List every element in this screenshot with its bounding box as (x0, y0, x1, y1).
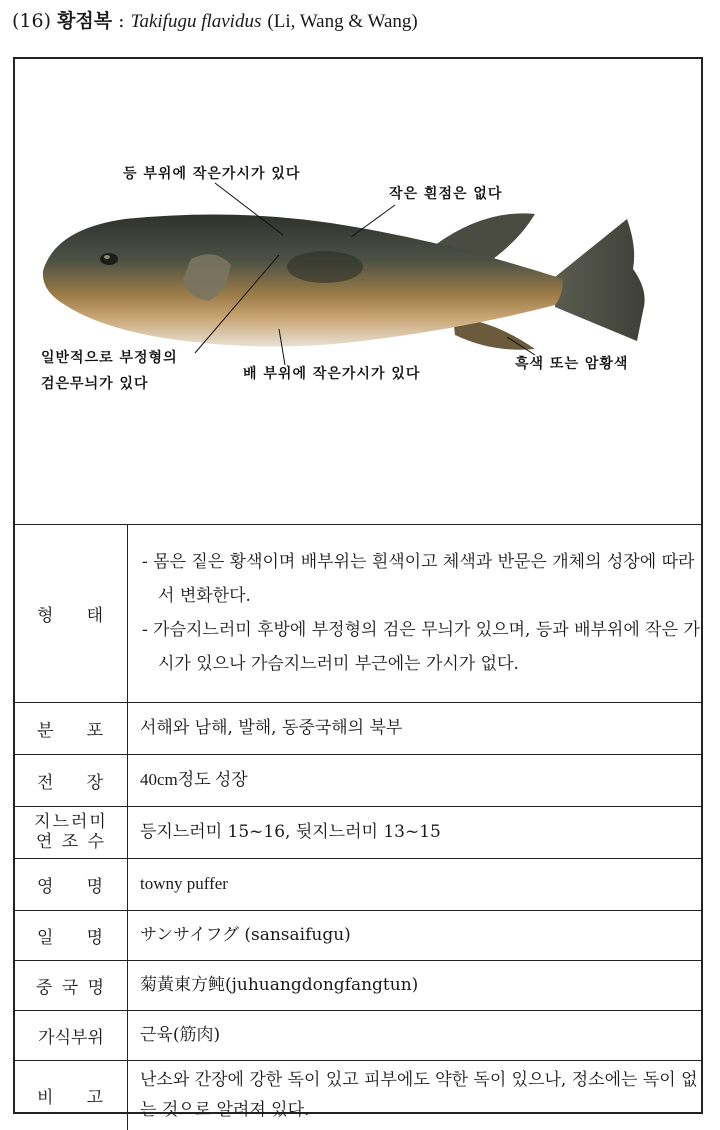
callout-fin-color: 흑색 또는 암황색 (515, 356, 629, 372)
value-japanese-name: サンサイフグ (sansaifugu) (128, 910, 702, 960)
label-chinese-name: 중 국 명 (15, 960, 128, 1010)
callout-irregular-marks-line2: 검은무늬가 있다 (41, 376, 149, 392)
row-chinese-name (15, 960, 701, 1010)
label-distribution: 분 포 (15, 702, 128, 754)
callout-dorsal-spines: 등 부위에 작은가시가 있다 (123, 166, 301, 182)
fish-illustration (15, 59, 701, 524)
authority: (Li, Wang & Wang) (267, 11, 418, 32)
heading-separator: : (118, 10, 125, 32)
label-japanese-name: 일 명 (15, 910, 128, 960)
korean-name: 황점복 (57, 10, 113, 32)
morphology-line-2: - 가슴지느러미 후방에 부정형의 검은 무늬가 있으며, 등과 배부위에 작은 가시가 있으나 가슴지느러미 부근에는 가시가 없다. (142, 620, 700, 675)
value-english-name: towny puffer (128, 858, 702, 910)
label-fin-rays: 지느러미 연 조 수 (15, 806, 128, 858)
species-info-table (15, 525, 701, 1130)
label-remarks: 비 고 (15, 1060, 128, 1130)
row-distribution (15, 702, 701, 754)
callout-no-white-spots: 작은 흰점은 없다 (389, 186, 503, 202)
scientific-name: Takifugu flavidus (130, 11, 262, 32)
row-english-name (15, 858, 701, 910)
row-remarks (15, 1060, 701, 1130)
species-number: (16) (12, 10, 52, 32)
fish-figure (15, 59, 701, 525)
species-heading (12, 6, 418, 33)
value-edible-part: 근육(筋肉) (128, 1010, 702, 1060)
caudal-fin (555, 219, 645, 341)
label-length: 전 장 (15, 754, 128, 806)
value-chinese-name: 菊黃東方鲀(juhuangdongfangtun) (128, 960, 702, 1010)
callout-irregular-marks-line1: 일반적으로 부정형의 (41, 350, 178, 366)
fish-eye (100, 253, 118, 265)
value-morphology (128, 525, 702, 702)
label-morphology: 형 태 (15, 525, 128, 702)
row-morphology (15, 525, 701, 702)
dark-blotch (287, 251, 363, 283)
species-card (13, 57, 703, 1121)
value-fin-rays: 등지느러미 15~16, 뒷지느러미 13~15 (128, 806, 702, 858)
value-length: 40cm정도 성장 (128, 754, 702, 806)
label-edible-part: 가식부위 (15, 1010, 128, 1060)
label-english-name: 영 명 (15, 858, 128, 910)
callout-ventral-spines: 배 부위에 작은가시가 있다 (243, 366, 421, 382)
morphology-line-1: - 몸은 짙은 황색이며 배부위는 흰색이고 체색과 반문은 개체의 성장에 따라서 변화한다. (142, 552, 695, 607)
value-remarks: 난소와 간장에 강한 독이 있고 피부에도 약한 독이 있으나, 정소에는 독이 없는 것으로 알려져 있다. (128, 1060, 702, 1130)
row-fin-rays (15, 806, 701, 858)
value-distribution: 서해와 남해, 발해, 동중국해의 북부 (128, 702, 702, 754)
row-japanese-name (15, 910, 701, 960)
row-length (15, 754, 701, 806)
row-edible-part (15, 1010, 701, 1060)
